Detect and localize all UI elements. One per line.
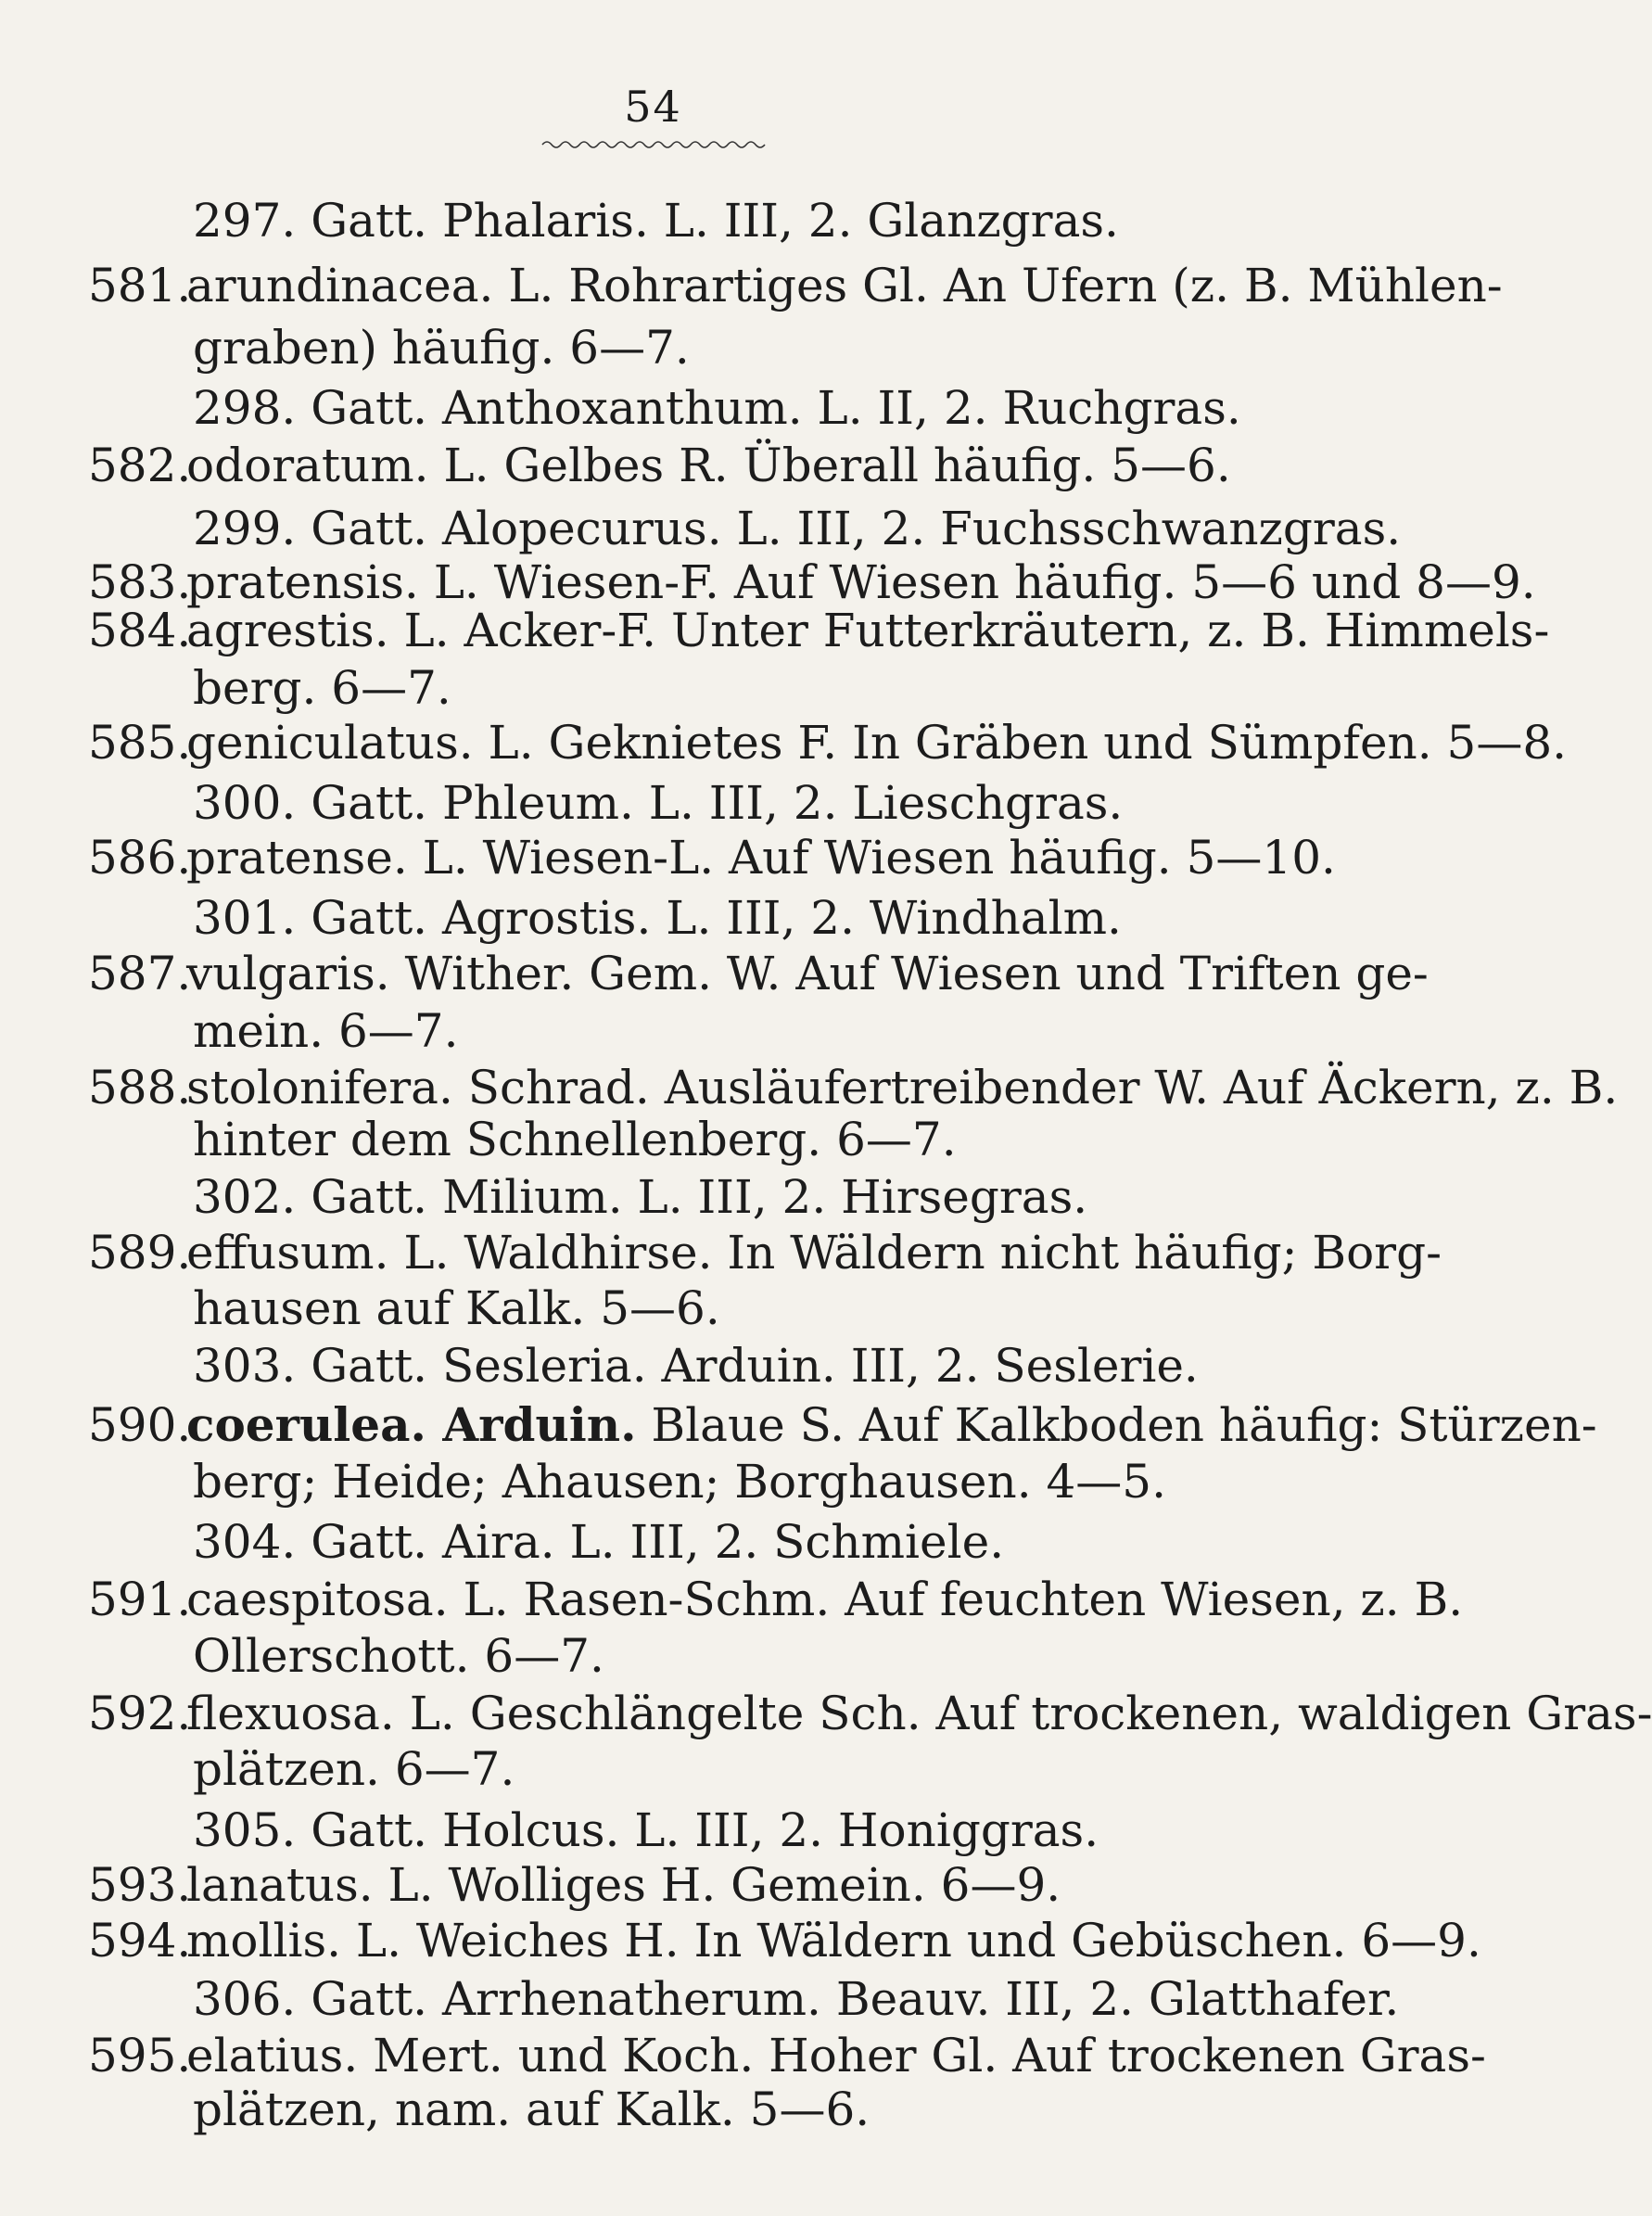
genus-heading xyxy=(193,1514,1004,1570)
entry-text: 304. Gatt. Aira. L. III, 2. Schmiele. xyxy=(193,1515,1005,1569)
species-entry xyxy=(88,830,1336,885)
entry-text: effusum. L. Waldhirse. In Wäldern nicht häufig; Borg- xyxy=(186,1226,1442,1280)
species-number: 593. xyxy=(88,1858,192,1912)
entry-continuation xyxy=(193,1280,720,1336)
species-entry xyxy=(88,1397,1597,1453)
entry-text: hausen auf Kalk. 5—6. xyxy=(193,1281,720,1335)
entry-text: 303. Gatt. Sesleria. Arduin. III, 2. Seslerie. xyxy=(193,1339,1199,1393)
entry-text: lanatus. L. Wolliges H. Gemein. 6—9. xyxy=(186,1858,1061,1912)
species-entry xyxy=(88,438,1231,493)
species-entry xyxy=(88,554,1536,610)
species-number: 587. xyxy=(88,947,192,1000)
entry-continuation xyxy=(193,660,451,716)
species-number: 584. xyxy=(88,604,192,657)
species-entry xyxy=(88,258,1503,313)
entry-continuation xyxy=(193,1003,459,1059)
species-number: 594. xyxy=(88,1914,192,1968)
species-entry xyxy=(88,1857,1061,1913)
species-number: 581. xyxy=(88,259,192,312)
entry-text: odoratum. L. Gelbes R. Überall häufig. 5—6. xyxy=(186,439,1231,492)
genus-heading xyxy=(193,380,1241,436)
entry-text: 301. Gatt. Agrostis. L. III, 2. Windhalm. xyxy=(193,891,1122,945)
species-entry xyxy=(88,1225,1442,1280)
entry-text: 299. Gatt. Alopecurus. L. III, 2. Fuchsschwanzgras. xyxy=(193,502,1402,555)
genus-heading xyxy=(193,1802,1099,1858)
entry-continuation xyxy=(193,1454,1166,1509)
entry-text: berg. 6—7. xyxy=(193,661,451,715)
entry-continuation xyxy=(193,1628,604,1684)
entry-text: pratensis. L. Wiesen-F. Auf Wiesen häufig. 5—6 und 8—9. xyxy=(186,555,1536,609)
species-entry xyxy=(88,1913,1481,1968)
species-entry xyxy=(88,2028,1486,2083)
wavy-rule-ornament xyxy=(542,139,765,150)
entry-continuation xyxy=(193,1741,515,1797)
entry-text: 300. Gatt. Phleum. L. III, 2. Lieschgras. xyxy=(193,776,1124,830)
entry-text: elatius. Mert. und Koch. Hoher Gl. Auf trockenen Gras- xyxy=(186,2029,1486,2082)
genus-heading xyxy=(193,1971,1399,2027)
entry-text: vulgaris. Wither. Gem. W. Auf Wiesen und Triften ge- xyxy=(186,947,1429,1000)
species-number: 595. xyxy=(88,2029,192,2082)
entry-text: plätzen, nam. auf Kalk. 5—6. xyxy=(193,2082,870,2136)
entry-text: mollis. L. Weiches H. In Wäldern und Gebüschen. 6—9. xyxy=(186,1914,1481,1968)
genus-heading xyxy=(193,1169,1087,1225)
entry-continuation xyxy=(193,2082,870,2137)
species-number: 586. xyxy=(88,831,192,885)
entry-text: stolonifera. Schrad. Ausläufertreibender W. Auf Äckern, z. B. xyxy=(186,1061,1619,1114)
entry-continuation xyxy=(193,1112,957,1167)
species-number: 588. xyxy=(88,1061,192,1114)
entry-text: caespitosa. L. Rasen-Schm. Auf feuchten Wiesen, z. B. xyxy=(186,1573,1464,1626)
species-entry xyxy=(88,1060,1618,1115)
species-name-bold: coerulea. Arduin. xyxy=(186,1397,637,1452)
species-entry xyxy=(88,603,1549,658)
genus-heading xyxy=(193,193,1119,248)
entry-text: mein. 6—7. xyxy=(193,1004,459,1058)
entry-text: flexuosa. L. Geschlängelte Sch. Auf trockenen, waldigen Gras- xyxy=(186,1687,1652,1740)
entry-text: arundinacea. L. Rohrartiges Gl. An Ufern (z. B. Mühlen- xyxy=(186,259,1503,312)
species-entry xyxy=(88,946,1429,1001)
genus-heading xyxy=(193,501,1401,556)
entry-text: hinter dem Schnellenberg. 6—7. xyxy=(193,1113,957,1166)
entry-text: plätzen. 6—7. xyxy=(193,1742,515,1796)
species-number: 583. xyxy=(88,555,192,609)
species-entry xyxy=(88,1686,1652,1741)
entry-text: agrestis. L. Acker-F. Unter Futterkräutern, z. B. Himmels- xyxy=(186,604,1550,657)
species-number: 585. xyxy=(88,716,192,770)
entry-continuation xyxy=(193,320,690,376)
species-number: 591. xyxy=(88,1573,192,1626)
species-entry xyxy=(88,715,1567,771)
entry-text: 306. Gatt. Arrhenatherum. Beauv. III, 2. Glatthafer. xyxy=(193,1972,1400,2026)
species-number: 592. xyxy=(88,1687,192,1740)
entry-text: 297. Gatt. Phalaris. L. III, 2. Glanzgras. xyxy=(193,194,1119,248)
entry-text: 302. Gatt. Milium. L. III, 2. Hirsegras. xyxy=(193,1170,1088,1224)
species-number: 582. xyxy=(88,439,192,492)
entry-text: 305. Gatt. Holcus. L. III, 2. Honiggras. xyxy=(193,1803,1099,1857)
entry-text: Ollerschott. 6—7. xyxy=(193,1629,604,1683)
entry-text: Blaue S. Auf Kalkboden häufig: Stürzen- xyxy=(636,1398,1597,1452)
entry-text: pratense. L. Wiesen-L. Auf Wiesen häufig. 5—10. xyxy=(186,831,1336,885)
entry-text: 298. Gatt. Anthoxanthum. L. II, 2. Ruchgras. xyxy=(193,381,1241,435)
species-entry xyxy=(88,1572,1463,1627)
genus-heading xyxy=(193,775,1123,831)
genus-heading xyxy=(193,890,1122,946)
entry-text: berg; Heide; Ahausen; Borghausen. 4—5. xyxy=(193,1455,1166,1509)
species-number: 589. xyxy=(88,1226,192,1280)
species-number: 590. xyxy=(88,1398,192,1452)
entry-text: graben) häufig. 6—7. xyxy=(193,321,690,375)
page-number: 54 xyxy=(624,82,682,132)
entry-text: geniculatus. L. Geknietes F. In Gräben und Sümpfen. 5—8. xyxy=(186,716,1568,770)
genus-heading xyxy=(193,1338,1199,1394)
